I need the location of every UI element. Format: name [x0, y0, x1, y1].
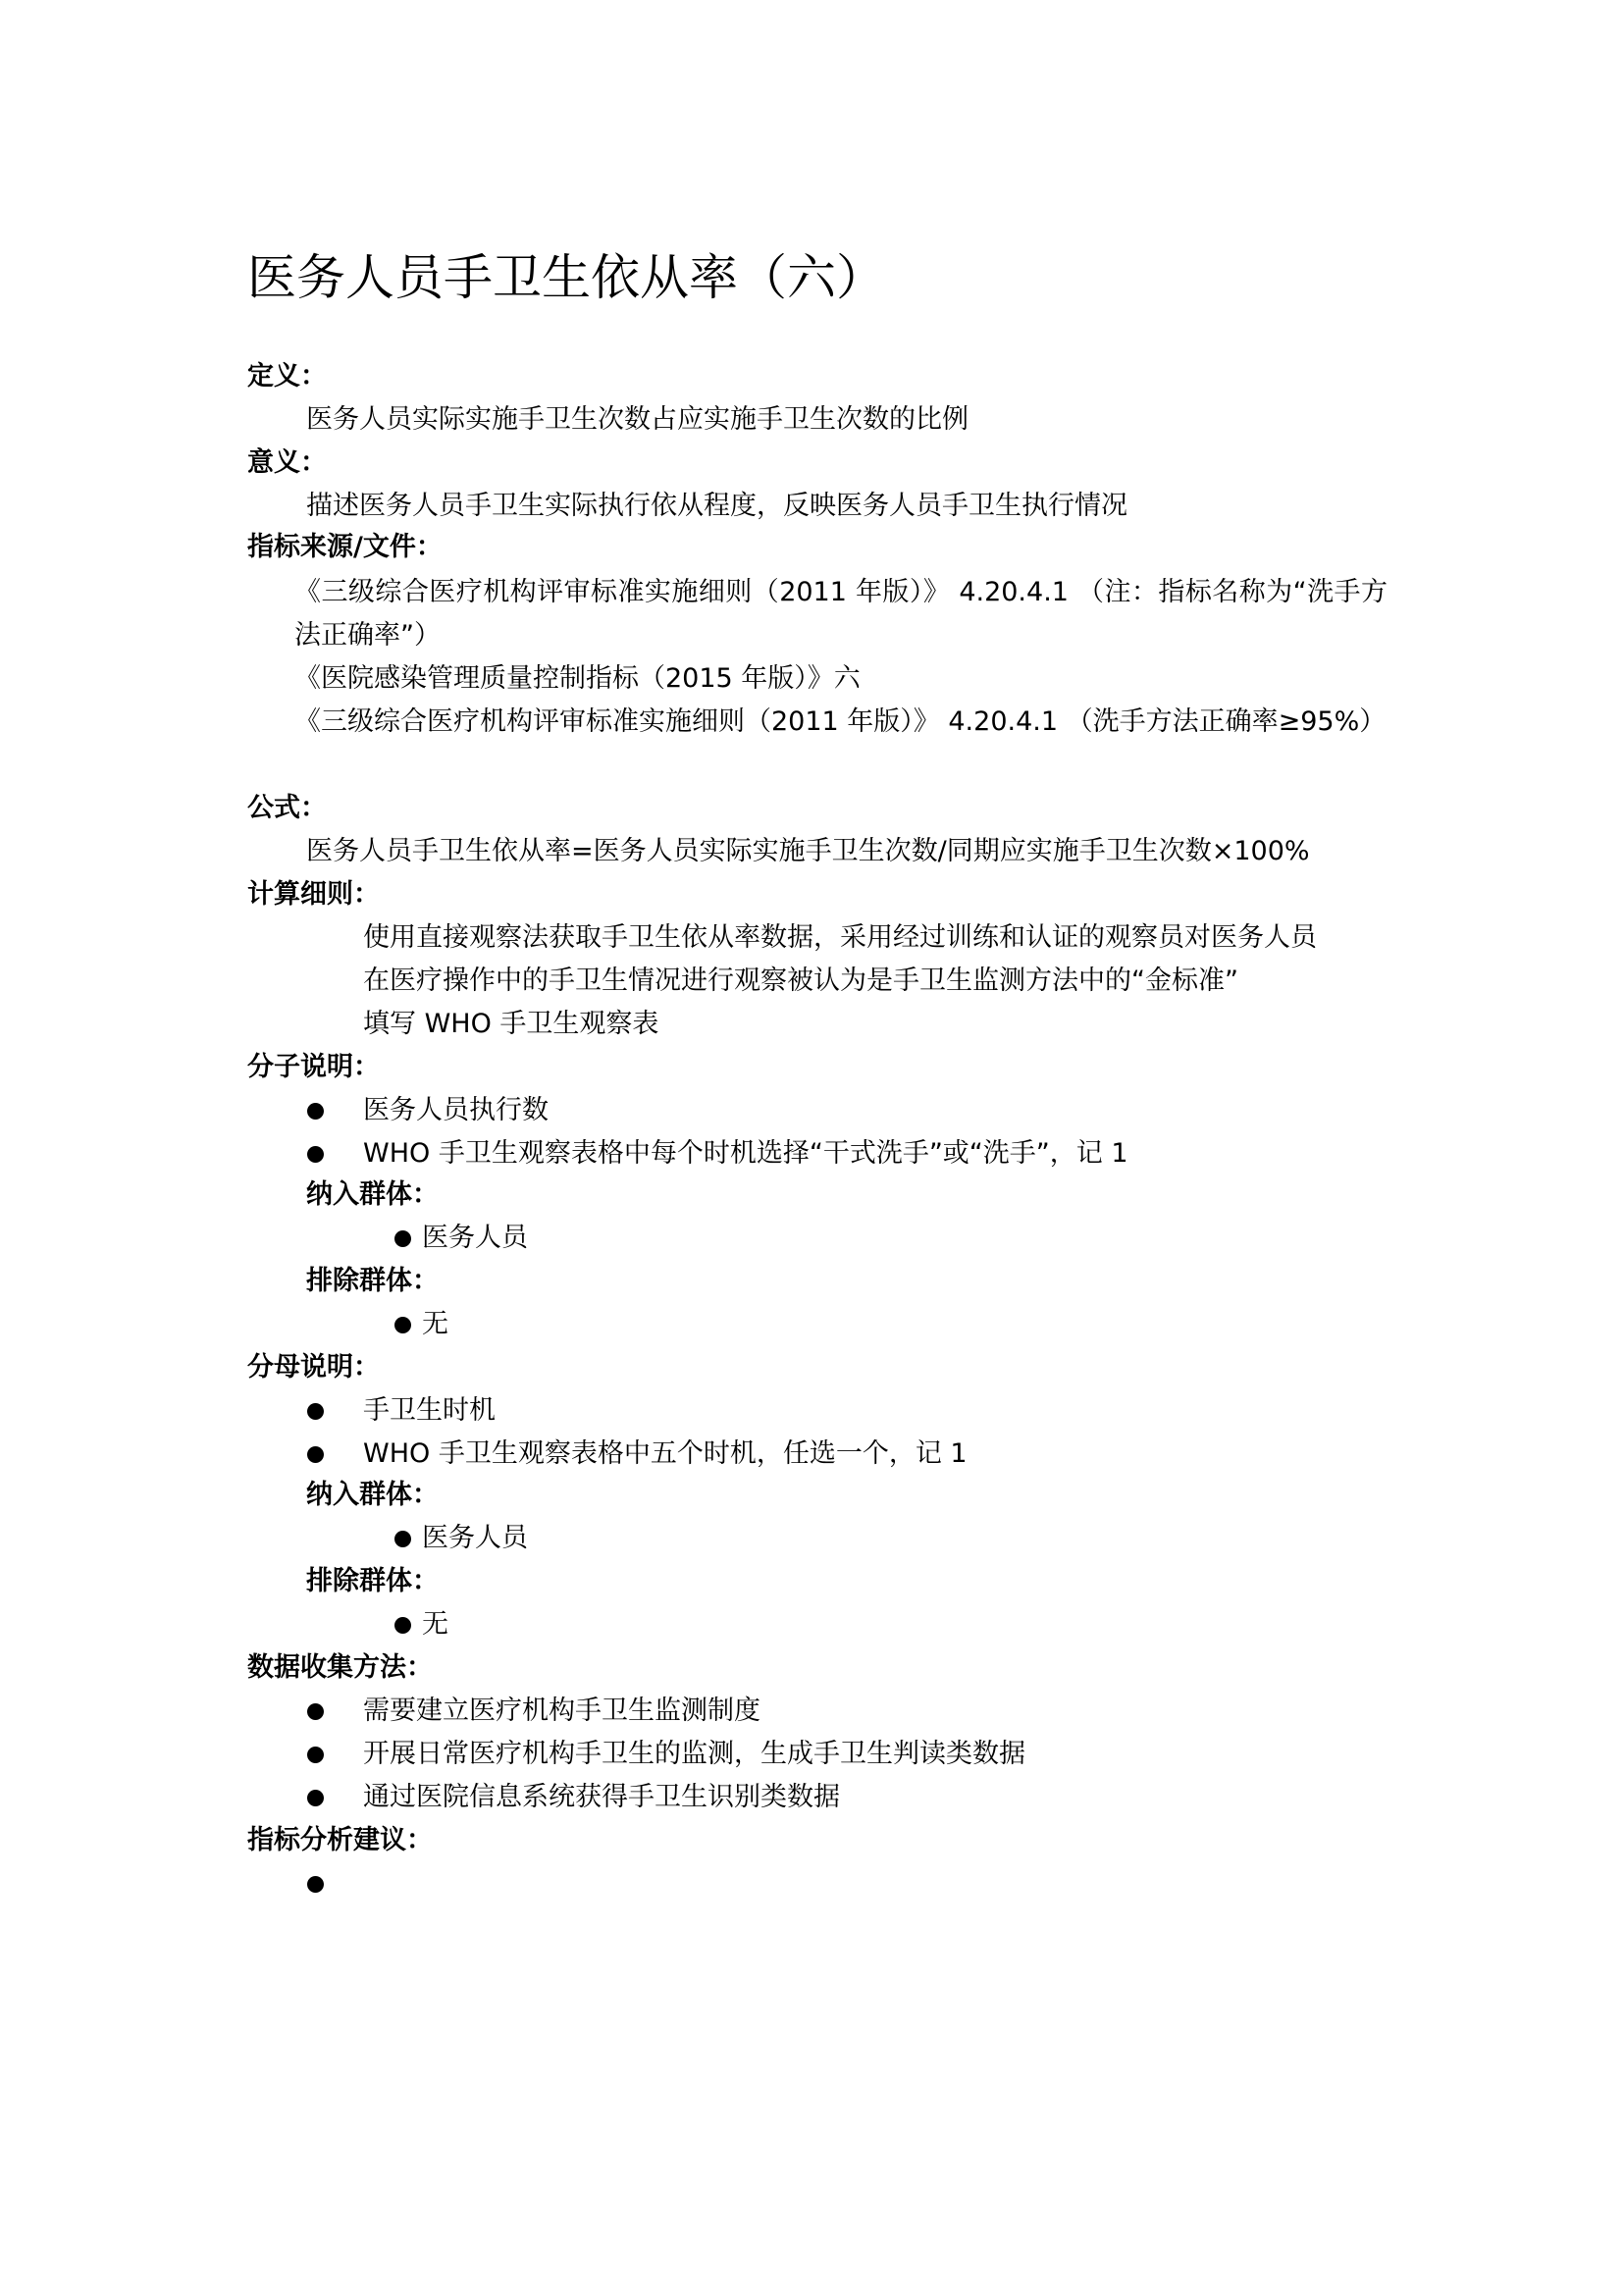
denominator-exclude-item: 无 — [422, 1609, 448, 1640]
numerator-exclude-label: 排除群体： — [306, 1266, 439, 1296]
bullet-icon — [307, 1747, 324, 1763]
denominator-bullet-2: WHO 手卫生观察表格中五个时机，任选一个，记 1 — [363, 1438, 968, 1469]
bullet-icon — [394, 1230, 411, 1247]
bullet-icon — [307, 1876, 324, 1893]
bullet-icon — [307, 1703, 324, 1720]
bullet-icon — [394, 1617, 411, 1634]
calc-rules-line-1: 使用直接观察法获取手卫生依从率数据，采用经过训练和认证的观察员对医务人员 — [363, 922, 1317, 953]
source-ref-3: 《三级综合医疗机构评审标准实施细则（2011 年版）》 4.20.4.1 （洗手方法正确率≥95%） — [294, 706, 1387, 737]
bullet-icon — [307, 1146, 324, 1163]
source-heading: 指标来源/文件： — [247, 532, 443, 562]
numerator-bullet-1: 医务人员执行数 — [363, 1095, 549, 1125]
bullet-icon — [394, 1317, 411, 1333]
numerator-bullet-2: WHO 手卫生观察表格中每个时机选择“干式洗手”或“洗手”，记 1 — [363, 1138, 1128, 1169]
calc-rules-heading: 计算细则： — [247, 879, 380, 910]
numerator-exclude-item: 无 — [422, 1309, 448, 1339]
numerator-include-item: 医务人员 — [422, 1223, 528, 1253]
source-ref-1: 《三级综合医疗机构评审标准实施细则（2011 年版）》 4.20.4.1 （注：指标名称为“洗手方法正确率”） — [294, 577, 1388, 651]
formula-text: 医务人员手卫生依从率=医务人员实际实施手卫生次数/同期应实施手卫生次数×100% — [306, 836, 1310, 866]
source-ref-2: 《医院感染管理质量控制指标（2015 年版）》六 — [294, 663, 861, 694]
data-collection-bullet-1: 需要建立医疗机构手卫生监测制度 — [363, 1696, 760, 1726]
analysis-heading: 指标分析建议： — [247, 1825, 433, 1855]
data-collection-bullet-2: 开展日常医疗机构手卫生的监测，生成手卫生判读类数据 — [363, 1739, 1025, 1769]
bullet-icon — [394, 1531, 411, 1547]
definition-text: 医务人员实际实施手卫生次数占应实施手卫生次数的比例 — [306, 404, 969, 435]
bullet-icon — [307, 1103, 324, 1120]
bullet-icon — [307, 1790, 324, 1806]
page-title: 医务人员手卫生依从率（六） — [247, 249, 885, 306]
denominator-include-item: 医务人员 — [422, 1523, 528, 1553]
significance-text: 描述医务人员手卫生实际执行依从程度，反映医务人员手卫生执行情况 — [306, 491, 1127, 521]
denominator-bullet-1: 手卫生时机 — [363, 1395, 496, 1426]
numerator-heading: 分子说明： — [247, 1052, 380, 1082]
formula-heading: 公式： — [247, 793, 327, 823]
bullet-icon — [307, 1446, 324, 1463]
definition-heading: 定义： — [247, 361, 327, 391]
data-collection-bullet-3: 通过医院信息系统获得手卫生识别类数据 — [363, 1782, 840, 1812]
calc-rules-line-3: 填写 WHO 手卫生观察表 — [363, 1009, 659, 1039]
numerator-include-label: 纳入群体： — [306, 1179, 439, 1210]
denominator-include-label: 纳入群体： — [306, 1480, 439, 1510]
denominator-heading: 分母说明： — [247, 1352, 380, 1383]
data-collection-heading: 数据收集方法： — [247, 1652, 433, 1683]
calc-rules-line-2: 在医疗操作中的手卫生情况进行观察被认为是手卫生监测方法中的“金标准” — [363, 965, 1238, 996]
bullet-icon — [307, 1403, 324, 1420]
denominator-exclude-label: 排除群体： — [306, 1566, 439, 1596]
significance-heading: 意义： — [247, 447, 327, 478]
